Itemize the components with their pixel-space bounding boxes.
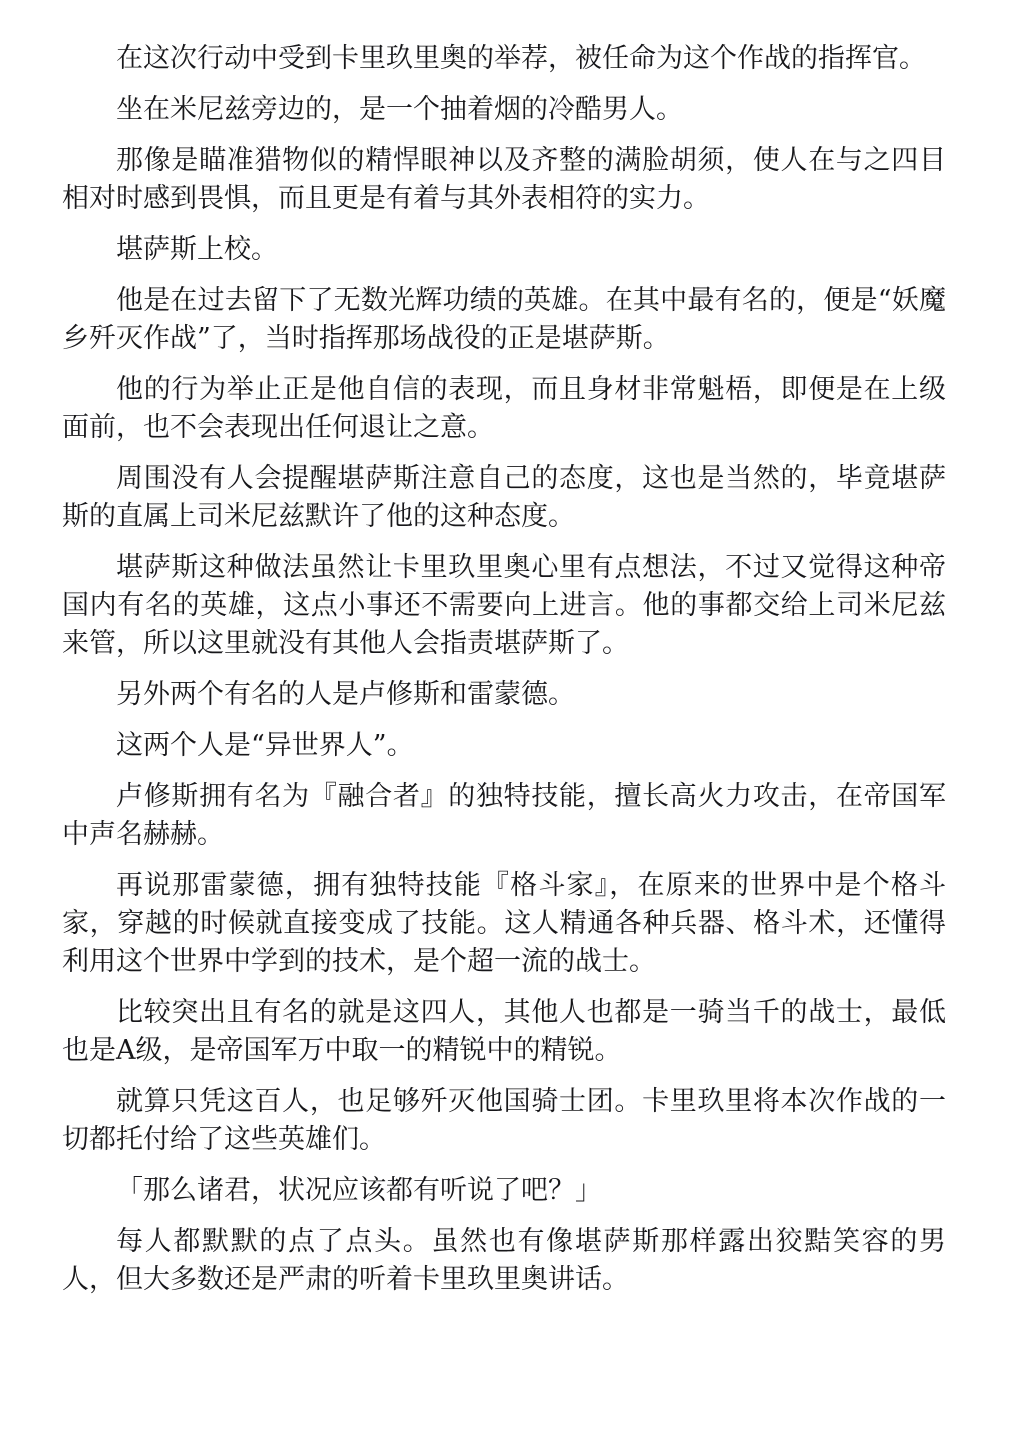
paragraph: 他是在过去留下了无数光辉功绩的英雄。在其中最有名的，便是“妖魔乡歼灭作战”了，当时指挥那场战役的正是堪萨斯。 bbox=[62, 285, 946, 354]
paragraph: 再说那雷蒙德，拥有独特技能『格斗家』，在原来的世界中是个格斗家，穿越的时候就直接变成了技能。这人精通各种兵器、格斗术，还懂得利用这个世界中学到的技术，是个超一流的战士。 bbox=[62, 870, 946, 977]
paragraph-dialogue: 「那么诸君，状况应该都有听说了吧？」 bbox=[116, 1175, 602, 1206]
paragraph: 坐在米尼兹旁边的，是一个抽着烟的冷酷男人。 bbox=[116, 94, 683, 125]
body-text-column bbox=[62, 40, 946, 1299]
paragraph: 每人都默默的点了点头。虽然也有像堪萨斯那样露出狡黠笑容的男人，但大多数还是严肃的听着卡里玖里奥讲话。 bbox=[62, 1226, 946, 1295]
paragraph: 这两个人是“异世界人”。 bbox=[116, 730, 414, 761]
paragraph: 堪萨斯这种做法虽然让卡里玖里奥心里有点想法，不过又觉得这种帝国内有名的英雄，这点小事还不需要向上进言。他的事都交给上司米尼兹来管，所以这里就没有其他人会指责堪萨斯了。 bbox=[62, 552, 946, 659]
paragraph: 另外两个有名的人是卢修斯和雷蒙德。 bbox=[116, 679, 575, 710]
paragraph: 卢修斯拥有名为『融合者』的独特技能，擅长高火力攻击，在帝国军中声名赫赫。 bbox=[62, 781, 946, 850]
paragraph: 比较突出且有名的就是这四人，其他人也都是一骑当千的战士，最低也是A级，是帝国军万中取一的精锐中的精锐。 bbox=[62, 997, 946, 1066]
paragraph: 在这次行动中受到卡里玖里奥的举荐，被任命为这个作战的指挥官。 bbox=[116, 43, 926, 74]
paragraph: 周围没有人会提醒堪萨斯注意自己的态度，这也是当然的，毕竟堪萨斯的直属上司米尼兹默许了他的这种态度。 bbox=[62, 463, 946, 532]
paragraph: 他的行为举止正是他自信的表现，而且身材非常魁梧，即便是在上级面前，也不会表现出任何退让之意。 bbox=[62, 374, 946, 443]
paragraph: 堪萨斯上校。 bbox=[116, 234, 278, 265]
paragraph: 那像是瞄准猎物似的精悍眼神以及齐整的满脸胡须，使人在与之四目相对时感到畏惧，而且更是有着与其外表相符的实力。 bbox=[62, 145, 946, 214]
paragraph: 就算只凭这百人，也足够歼灭他国骑士团。卡里玖里将本次作战的一切都托付给了这些英雄们。 bbox=[62, 1086, 946, 1155]
